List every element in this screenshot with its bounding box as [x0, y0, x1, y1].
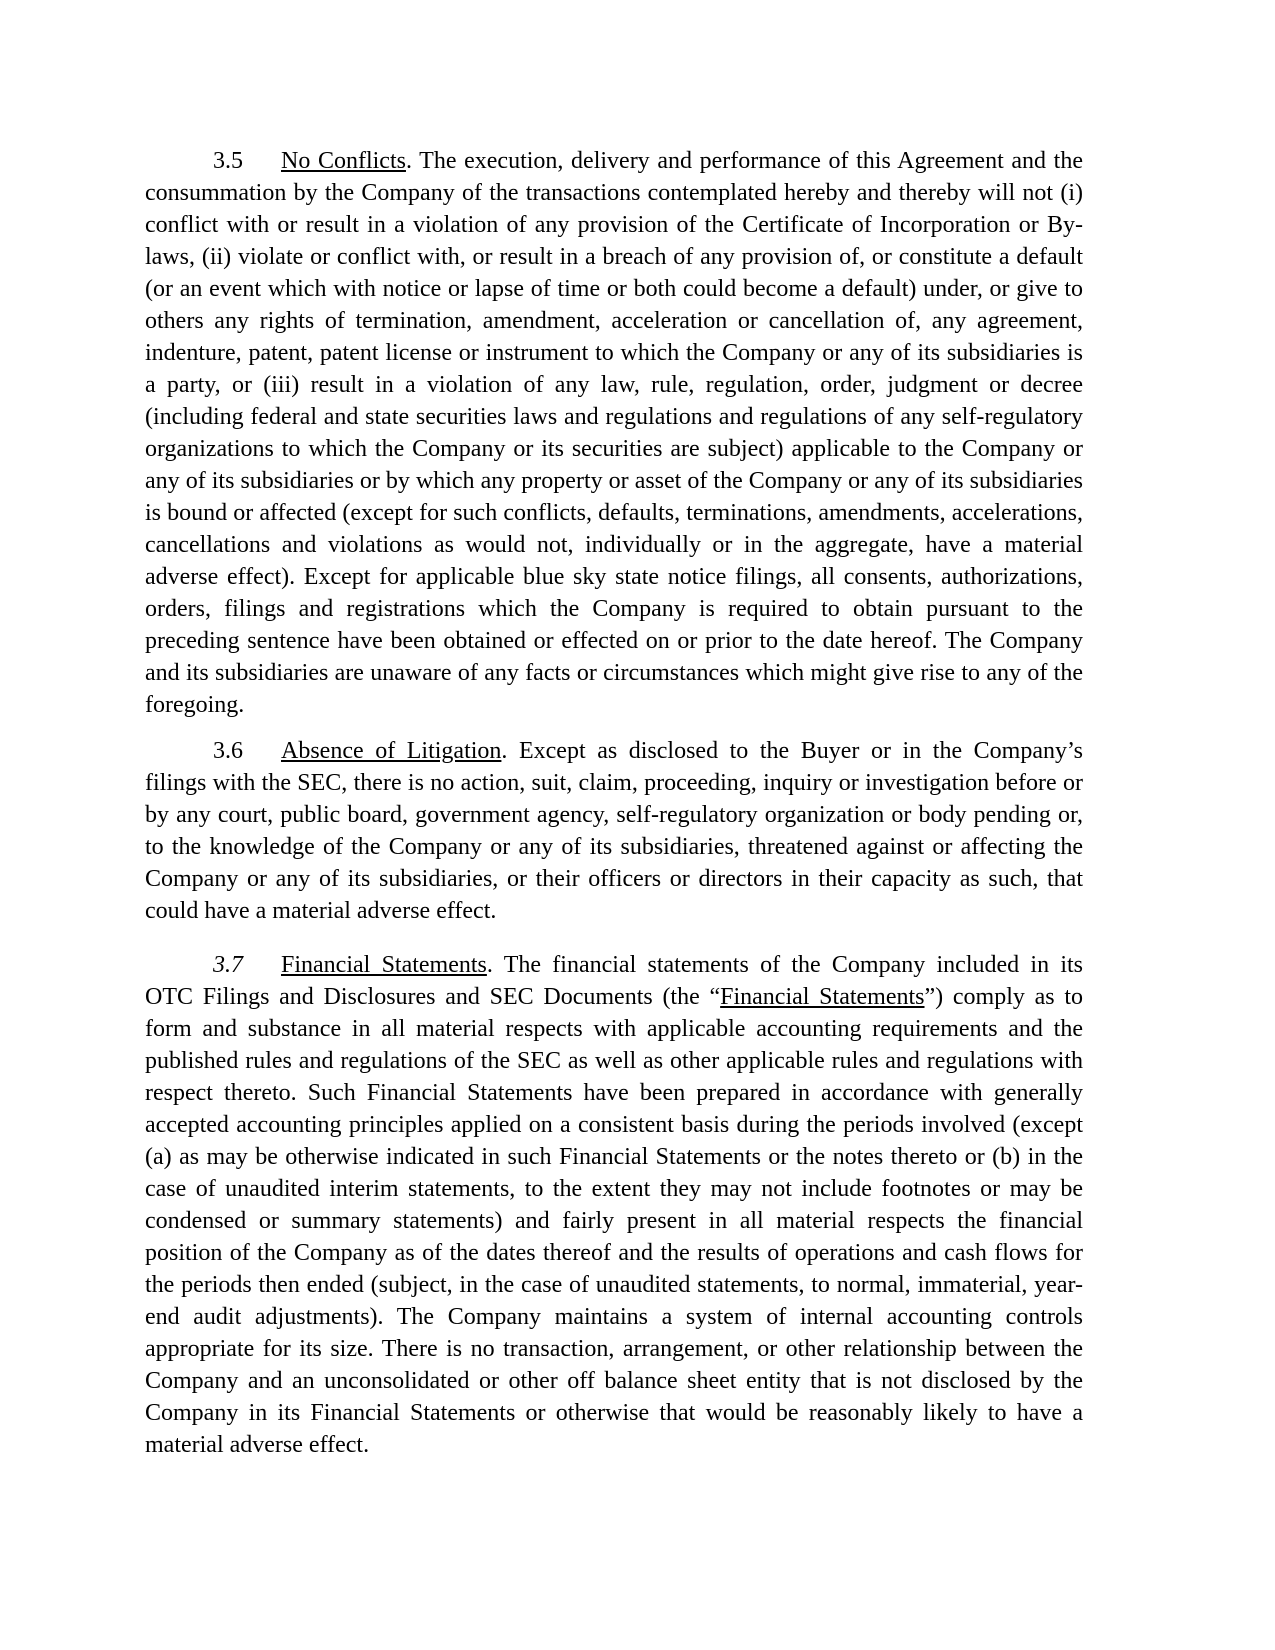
section-body-before-term: . The financial statements of the Company included in its OTC Filings and Disclosures and SEC Documents (the “	[145, 952, 1084, 1010]
defined-term-financial-statements: Financial Statements	[720, 984, 925, 1010]
section-heading: No Conflicts	[281, 148, 406, 174]
section-body: . The execution, delivery and performance of this Agreement and the consummation by the Company of the transactions contemplated hereby and thereby will not (i) conflict with or result in a violation of any provision of the Certificate of Incorporation or By-laws, (ii) violate or conflict with, or result in a breach of any provision of, or constitute a default (or an event which with notice or lapse of time or both could become a default) under, or give to others any rights of termination, amendment, acceleration or cancellation of, any agreement, indenture, patent, patent license or instrument to which the Company or any of its subsidiaries is a party, or (iii) result in a violation of any law, rule, regulation, order, judgment or decree (including federal and state securities laws and regulations and regulations of any self-regulatory organizations to which the Company or its securities are subject) applicable to the Company or any of its subsidiaries or by which any property or asset of the Company or any of its subsidiaries is bound or affected (except for such conflicts, defaults, terminations, amendments, accelerations, cancellations and violations as would not, individually or in the aggregate, have a material adverse effect). Except for applicable blue sky state notice filings, all consents, authorizations, orders, filings and registrations which the Company is required to obtain pursuant to the preceding sentence have been obtained or effected on or prior to the date hereof. The Company and its subsidiaries are unaware of any facts or circumstances which might give rise to any of the foregoing.	[145, 148, 1083, 718]
section-body: . Except as disclosed to the Buyer or in the Company’s filings with the SEC, there is no action, suit, claim, proceeding, inquiry or investigation before or by any court, public board, government agency, self-regulatory organization or body pending or, to the knowledge of the Company or any of its subsidiaries, threatened against or affecting the Company or any of its subsidiaries, or their officers or directors in their capacity as such, that could have a material adverse effect.	[145, 738, 1084, 924]
section-number: 3.5	[213, 148, 243, 174]
section-number: 3.6	[213, 738, 243, 764]
section-heading: Absence of Litigation	[281, 738, 502, 764]
section-heading: Financial Statements	[281, 952, 487, 978]
section-3-7-paragraph	[145, 949, 1083, 1461]
section-number: 3.7	[213, 952, 243, 978]
section-body-after-term: ”) comply as to form and substance in all material respects with applicable accounting requirements and the published rules and regulations of the SEC as well as other applicable rules and regulations with respect thereto. Such Financial Statements have been prepared in accordance with generally accepted accounting principles applied on a consistent basis during the periods involved (except (a) as may be otherwise indicated in such Financial Statements or the notes thereto or (b) in the case of unaudited interim statements, to the extent they may not include footnotes or may be condensed or summary statements) and fairly present in all material respects the financial position of the Company as of the dates thereof and the results of operations and cash flows for the periods then ended (subject, in the case of unaudited statements, to normal, immaterial, year-end audit adjustments). The Company maintains a system of internal accounting controls appropriate for its size. There is no transaction, arrangement, or other relationship between the Company and an unconsolidated or other off balance sheet entity that is not disclosed by the Company in its Financial Statements or otherwise that would be reasonably likely to have a material adverse effect.	[145, 984, 1083, 1458]
section-3-6-paragraph	[145, 735, 1083, 927]
section-3-5-paragraph	[145, 145, 1083, 721]
